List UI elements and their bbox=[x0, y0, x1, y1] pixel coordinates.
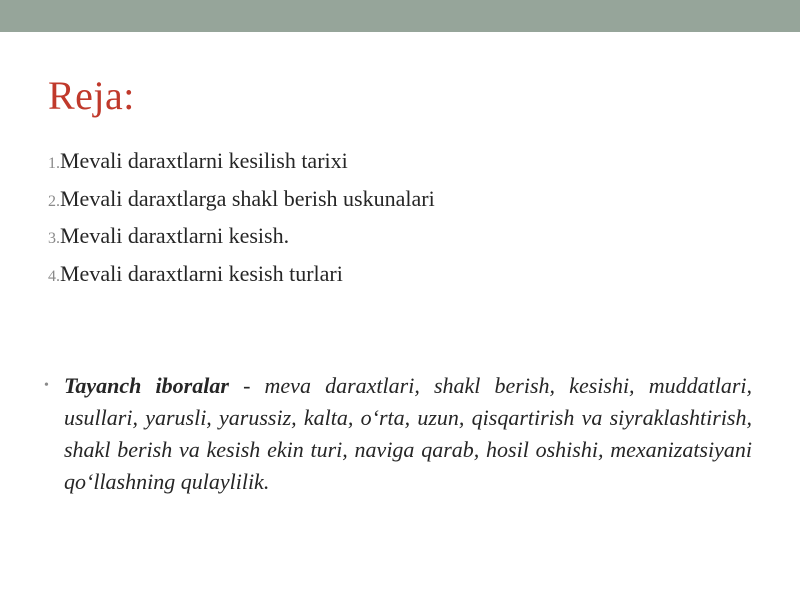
agenda-number: 3. bbox=[48, 230, 60, 247]
keywords-paragraph bbox=[64, 370, 752, 498]
agenda-list bbox=[48, 146, 768, 296]
agenda-text: Mevali daraxtlarni kesish. bbox=[60, 223, 290, 248]
slide-top-bar bbox=[0, 0, 800, 32]
keywords-block bbox=[44, 370, 752, 498]
agenda-item-2 bbox=[48, 184, 768, 222]
agenda-item-1 bbox=[48, 146, 768, 184]
agenda-number: 2. bbox=[48, 192, 60, 210]
agenda-item-3 bbox=[48, 221, 768, 259]
agenda-item-4 bbox=[48, 259, 768, 297]
keywords-term: Tayanch iboralar bbox=[64, 373, 229, 398]
agenda-text: Mevali daraxtlarga shakl berish uskunalari bbox=[60, 185, 435, 211]
bullet-icon: • bbox=[44, 378, 49, 393]
agenda-text: Mevali daraxtlarni kesish turlari bbox=[60, 260, 343, 286]
agenda-number: 1. bbox=[48, 155, 60, 172]
agenda-text: Mevali daraxtlarni kesilish tarixi bbox=[60, 148, 348, 173]
keywords-text: - meva daraxtlari, shakl berish, kesishi, muddatlari, usullari, yarusli, yarussiz, kalta, o‘rta, uzun, qisqartirish va siyraklashtirish, shakl berish va kesish ekin turi, naviga qarab, hosil oshishi, mexanizatsiyani qo‘llashning qulaylilik. bbox=[64, 373, 752, 494]
agenda-number: 4. bbox=[48, 267, 60, 285]
slide-title: Reja: bbox=[48, 73, 135, 118]
